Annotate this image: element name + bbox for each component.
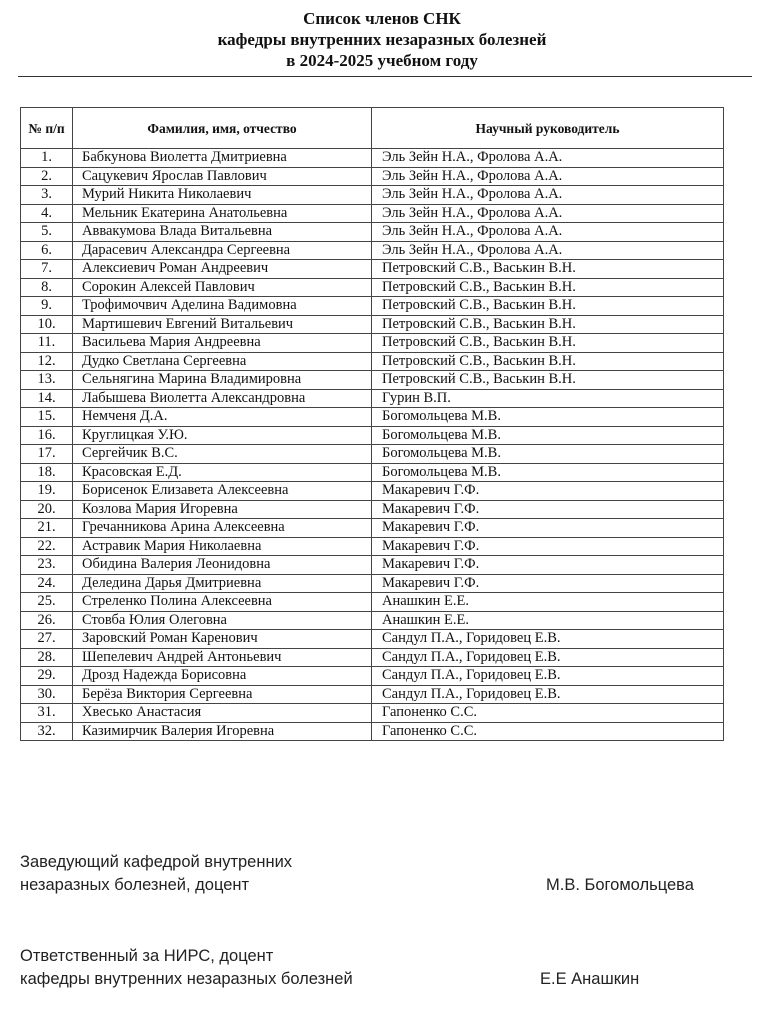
row-full-name: Сацукевич Ярослав Павлович (73, 167, 372, 186)
row-full-name: Козлова Мария Игоревна (73, 500, 372, 519)
title-line-2: кафедры внутренних незаразных болезней (217, 30, 547, 49)
table-row (21, 389, 724, 408)
row-supervisor: Петровский С.В., Васькин В.Н. (372, 334, 724, 353)
row-supervisor: Макаревич Г.Ф. (372, 537, 724, 556)
table-row (21, 685, 724, 704)
row-number: 13. (21, 371, 73, 390)
table-row (21, 297, 724, 316)
table-row (21, 186, 724, 205)
row-number: 15. (21, 408, 73, 427)
row-number: 2. (21, 167, 73, 186)
row-number: 28. (21, 648, 73, 667)
row-full-name: Мурий Никита Николаевич (73, 186, 372, 205)
head-signature-name: М.В. Богомольцева (546, 876, 694, 894)
row-full-name: Хвесько Анастасия (73, 704, 372, 723)
row-number: 31. (21, 704, 73, 723)
row-full-name: Сельнягина Марина Владимировна (73, 371, 372, 390)
document-title (0, 8, 764, 71)
row-full-name: Мартишевич Евгений Витальевич (73, 315, 372, 334)
table-row (21, 426, 724, 445)
row-supervisor: Петровский С.В., Васькин В.Н. (372, 297, 724, 316)
row-supervisor: Богомольцева М.В. (372, 426, 724, 445)
table-row (21, 223, 724, 242)
row-supervisor: Петровский С.В., Васькин В.Н. (372, 315, 724, 334)
row-supervisor: Эль Зейн Н.А., Фролова А.А. (372, 186, 724, 205)
row-full-name: Аввакумова Влада Витальевна (73, 223, 372, 242)
row-supervisor: Сандул П.А., Горидовец Е.В. (372, 630, 724, 649)
row-supervisor: Богомольцева М.В. (372, 408, 724, 427)
row-full-name: Трофимочвич Аделина Вадимовна (73, 297, 372, 316)
row-full-name: Красовская Е.Д. (73, 463, 372, 482)
row-full-name: Сергейчик В.С. (73, 445, 372, 464)
row-number: 4. (21, 204, 73, 223)
table-row (21, 593, 724, 612)
row-number: 7. (21, 260, 73, 279)
row-number: 25. (21, 593, 73, 612)
row-number: 14. (21, 389, 73, 408)
row-number: 20. (21, 500, 73, 519)
row-number: 30. (21, 685, 73, 704)
row-supervisor: Эль Зейн Н.А., Фролова А.А. (372, 204, 724, 223)
table-row (21, 537, 724, 556)
row-supervisor: Анашкин Е.Е. (372, 593, 724, 612)
table-row (21, 611, 724, 630)
row-full-name: Гречанникова Арина Алексеевна (73, 519, 372, 538)
table-row (21, 574, 724, 593)
responsible-title-line-1: Ответственный за НИРС, доцент (20, 947, 274, 965)
row-number: 24. (21, 574, 73, 593)
table-row (21, 149, 724, 168)
row-number: 1. (21, 149, 73, 168)
row-full-name: Дудко Светлана Сергеевна (73, 352, 372, 371)
row-supervisor: Эль Зейн Н.А., Фролова А.А. (372, 241, 724, 260)
header-number: № п/п (21, 108, 73, 149)
head-title-line-2: незаразных болезней, доцент (20, 876, 250, 894)
row-supervisor: Макаревич Г.Ф. (372, 574, 724, 593)
row-full-name: Бабкунова Виолетта Дмитриевна (73, 149, 372, 168)
row-number: 23. (21, 556, 73, 575)
members-table (20, 107, 724, 741)
row-supervisor: Сандул П.А., Горидовец Е.В. (372, 667, 724, 686)
row-number: 22. (21, 537, 73, 556)
table-row (21, 241, 724, 260)
row-full-name: Немченя Д.А. (73, 408, 372, 427)
row-number: 9. (21, 297, 73, 316)
table-row (21, 704, 724, 723)
row-supervisor: Петровский С.В., Васькин В.Н. (372, 260, 724, 279)
table-row (21, 500, 724, 519)
row-supervisor: Макаревич Г.Ф. (372, 482, 724, 501)
table-row (21, 630, 724, 649)
title-line-1: Список членов СНК (303, 9, 461, 28)
title-divider (18, 76, 752, 77)
row-supervisor: Гапоненко С.С. (372, 722, 724, 741)
row-supervisor: Богомольцева М.В. (372, 445, 724, 464)
row-number: 21. (21, 519, 73, 538)
table-row (21, 722, 724, 741)
row-number: 12. (21, 352, 73, 371)
head-title-line-1: Заведующий кафедрой внутренних (20, 853, 293, 871)
table-row (21, 278, 724, 297)
row-full-name: Заровский Роман Каренович (73, 630, 372, 649)
row-number: 19. (21, 482, 73, 501)
row-full-name: Борисенок Елизавета Алексеевна (73, 482, 372, 501)
table-row (21, 371, 724, 390)
row-supervisor: Анашкин Е.Е. (372, 611, 724, 630)
table-row (21, 445, 724, 464)
row-supervisor: Эль Зейн Н.А., Фролова А.А. (372, 149, 724, 168)
row-supervisor: Макаревич Г.Ф. (372, 500, 724, 519)
row-full-name: Берёза Виктория Сергеевна (73, 685, 372, 704)
row-full-name: Дрозд Надежда Борисовна (73, 667, 372, 686)
row-supervisor: Сандул П.А., Горидовец Е.В. (372, 648, 724, 667)
row-number: 5. (21, 223, 73, 242)
table-row (21, 204, 724, 223)
row-full-name: Дарасевич Александра Сергеевна (73, 241, 372, 260)
row-supervisor: Гурин В.П. (372, 389, 724, 408)
row-supervisor: Гапоненко С.С. (372, 704, 724, 723)
table-row (21, 556, 724, 575)
row-full-name: Деледина Дарья Дмитриевна (73, 574, 372, 593)
row-full-name: Обидина Валерия Леонидовна (73, 556, 372, 575)
responsible-signature-name: Е.Е Анашкин (540, 970, 640, 988)
table-row (21, 315, 724, 334)
head-of-department-block (20, 851, 292, 897)
title-line-3: в 2024-2025 учебном году (286, 51, 478, 70)
row-supervisor: Эль Зейн Н.А., Фролова А.А. (372, 167, 724, 186)
table-row (21, 167, 724, 186)
row-number: 27. (21, 630, 73, 649)
row-supervisor: Сандул П.А., Горидовец Е.В. (372, 685, 724, 704)
table-row (21, 352, 724, 371)
row-number: 26. (21, 611, 73, 630)
row-supervisor: Макаревич Г.Ф. (372, 556, 724, 575)
row-full-name: Шепелевич Андрей Антоньевич (73, 648, 372, 667)
row-supervisor: Петровский С.В., Васькин В.Н. (372, 352, 724, 371)
header-supervisor: Научный руководитель (372, 108, 724, 149)
row-full-name: Алексиевич Роман Андреевич (73, 260, 372, 279)
row-full-name: Стовба Юлия Олеговна (73, 611, 372, 630)
row-full-name: Васильева Мария Андреевна (73, 334, 372, 353)
row-supervisor: Макаревич Г.Ф. (372, 519, 724, 538)
row-number: 16. (21, 426, 73, 445)
responsible-block (20, 945, 353, 991)
header-full-name: Фамилия, имя, отчество (73, 108, 372, 149)
row-number: 8. (21, 278, 73, 297)
row-number: 3. (21, 186, 73, 205)
responsible-title-line-2: кафедры внутренних незаразных болезней (20, 970, 353, 988)
row-full-name: Казимирчик Валерия Игоревна (73, 722, 372, 741)
row-supervisor: Петровский С.В., Васькин В.Н. (372, 278, 724, 297)
table-row (21, 408, 724, 427)
row-number: 11. (21, 334, 73, 353)
row-number: 17. (21, 445, 73, 464)
row-number: 6. (21, 241, 73, 260)
table-row (21, 667, 724, 686)
row-full-name: Лабышева Виолетта Александровна (73, 389, 372, 408)
row-supervisor: Богомольцева М.В. (372, 463, 724, 482)
table-row (21, 334, 724, 353)
row-number: 32. (21, 722, 73, 741)
table-body (21, 149, 724, 741)
row-full-name: Круглицкая У.Ю. (73, 426, 372, 445)
row-full-name: Сорокин Алексей Павлович (73, 278, 372, 297)
row-number: 29. (21, 667, 73, 686)
table-row (21, 519, 724, 538)
table-row (21, 482, 724, 501)
row-full-name: Мельник Екатерина Анатольевна (73, 204, 372, 223)
row-supervisor: Эль Зейн Н.А., Фролова А.А. (372, 223, 724, 242)
row-number: 18. (21, 463, 73, 482)
row-full-name: Астравик Мария Николаевна (73, 537, 372, 556)
table-row (21, 648, 724, 667)
table-row (21, 463, 724, 482)
row-full-name: Стреленко Полина Алексеевна (73, 593, 372, 612)
row-supervisor: Петровский С.В., Васькин В.Н. (372, 371, 724, 390)
table-header-row (21, 108, 724, 149)
table-row (21, 260, 724, 279)
row-number: 10. (21, 315, 73, 334)
